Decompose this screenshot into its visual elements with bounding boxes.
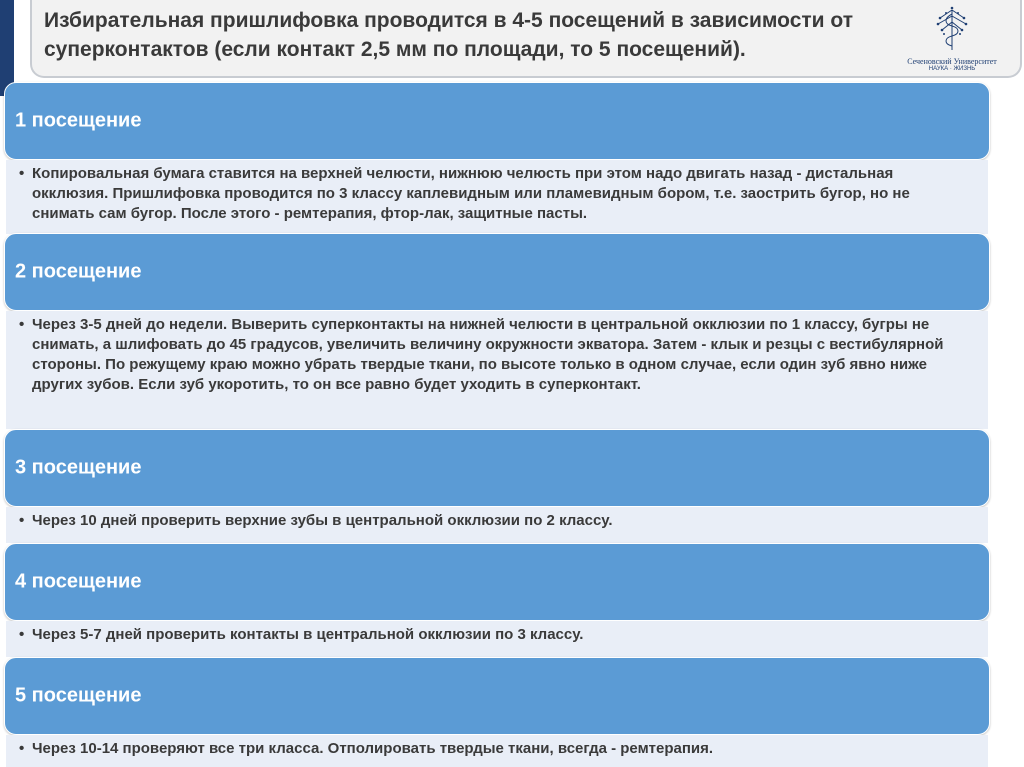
university-logo (896, 4, 1008, 76)
visit-3-header (4, 429, 990, 507)
visit-2-text-content: Через 3-5 дней до недели. Выверить суперконтакты на нижней челюсти в центральной окклюзии по 1 классу, бугры не снимать, а шлифовать до 45 градусов, увеличить величину окружности экватора. Затем - клык и резцы с вестибулярной стороны. По режущему краю можно убрать твердые ткани, по высоте только в одном случае, если один зуб явно ниже других зубов. Если зуб укоротить, то он все равно будет уходить в суперконтакт. (32, 316, 944, 393)
visit-2-details (6, 311, 988, 429)
bullet-marker: • (19, 626, 25, 643)
visit-1-text-content: Копировальная бумага ставится на верхней челюсти, нижнюю челюсть при этом надо двигать назад - дистальная окклюзия. Пришлифовка проводится по 3 классу каплевидным или пламевидным бором, т.е. заострить бугор, но не снимать сам бугор. После этого - ремтерапия, фтор-лак, защитные пасты. (32, 165, 910, 222)
visit-4-label: 4 посещение (15, 570, 142, 593)
logo-name: Сеченовский Университет (907, 57, 997, 66)
visit-2-label: 2 посещение (15, 260, 142, 283)
page-title: Избирательная пришлифовка проводится в 4-5 посещений в зависимости от суперконтактов (если контакт 2,5 мм по площади, то 5 посещений). (44, 9, 853, 61)
visit-3-details (6, 507, 988, 543)
visit-3-text-content: Через 10 дней проверить верхние зубы в центральной окклюзии по 2 классу. (32, 512, 613, 529)
bullet-marker: • (19, 165, 25, 182)
logo-tagline: НАУКА · ЖИЗНЬ (928, 66, 976, 72)
visit-4-text (19, 625, 970, 645)
visit-2-text (19, 315, 970, 395)
bullet-marker: • (19, 740, 25, 757)
visit-4-header (4, 543, 990, 621)
visit-5-text (19, 739, 970, 759)
caduceus-tree-icon (932, 4, 972, 52)
visit-1-header (4, 82, 990, 160)
visit-3-text (19, 511, 970, 531)
bullet-marker: • (19, 316, 25, 333)
visit-5-label: 5 посещение (15, 684, 142, 707)
visit-5-text-content: Через 10-14 проверяют все три класса. Отполировать твердые ткани, всегда - ремтерапия. (32, 740, 714, 757)
visit-1-label: 1 посещение (15, 109, 142, 132)
visit-1-text (19, 164, 970, 224)
visit-3-label: 3 посещение (15, 456, 142, 479)
visit-4-text-content: Через 5-7 дней проверить контакты в центральной окклюзии по 3 классу. (32, 626, 584, 643)
bullet-marker: • (19, 512, 25, 529)
visit-1-details (6, 160, 988, 234)
visit-5-details (6, 735, 988, 767)
visit-4-details (6, 621, 988, 657)
visit-5-header (4, 657, 990, 735)
visit-2-header (4, 233, 990, 311)
